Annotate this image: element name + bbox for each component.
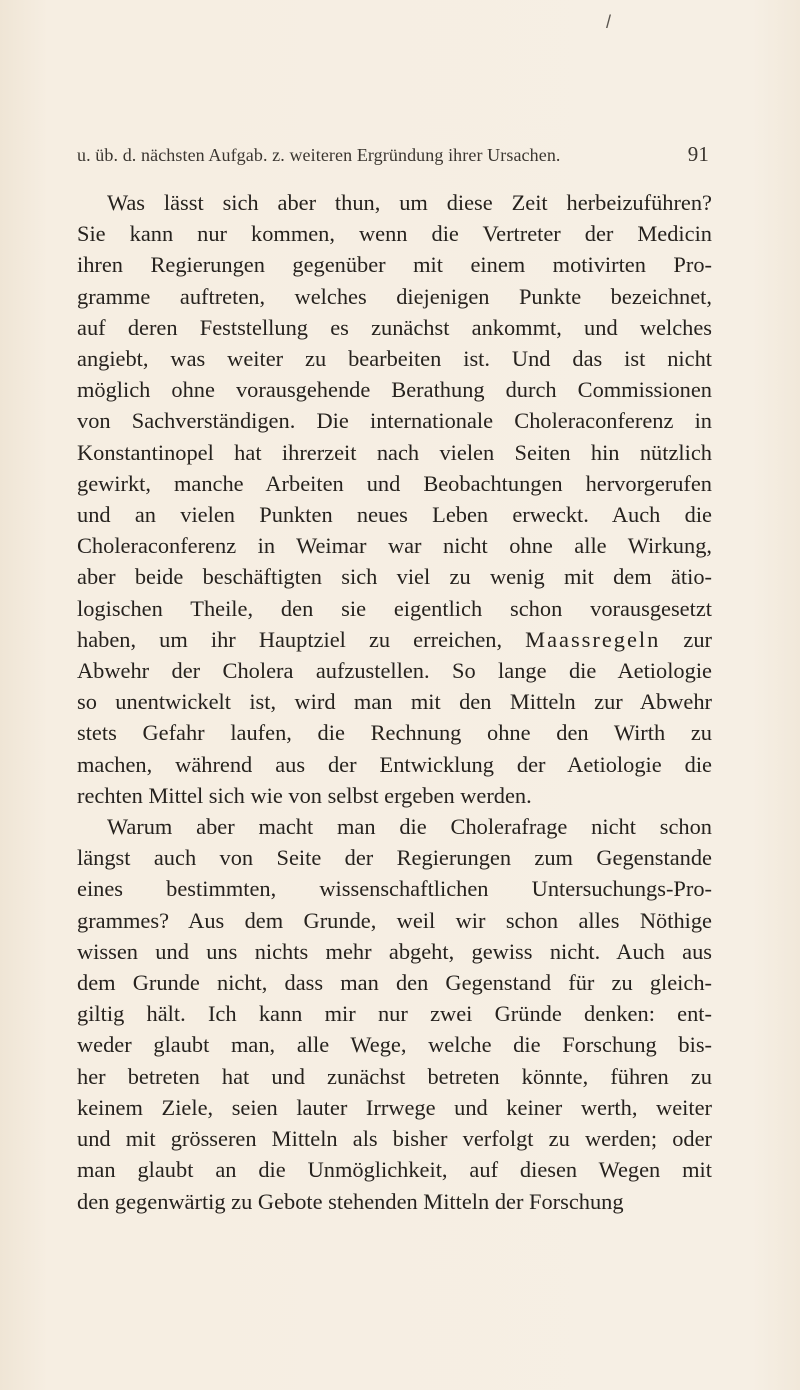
text-line: Abwehr der Cholera aufzustellen. So lange die Aetiologie [77,658,712,684]
text-line: Konstantinopel hat ihrerzeit nach vielen Seiten hin nützlich [77,439,712,465]
text-line-with-emphasis [77,624,712,655]
text-segment: haben, um ihr Hauptziel zu erreichen, [77,626,503,652]
text-line: den gegenwärtig zu Gebote stehenden Mitteln der Forschung [77,1188,624,1214]
text-line: angiebt, was weiter zu bearbeiten ist. Und das ist nicht [77,346,712,372]
text-line: her betreten hat und zunächst betreten könnte, führen zu [77,1063,712,1089]
text-line: dem Grunde nicht, dass man den Gegenstand für zu gleich- [77,970,712,996]
text-line: und an vielen Punkten neues Leben erweckt. Auch die [77,502,712,528]
text-line: weder glaubt man, alle Wege, welche die Forschung bis- [77,1032,712,1058]
text-line: logischen Theile, den sie eigentlich schon vorausgesetzt [77,595,712,621]
text-line: Choleraconferenz in Weimar war nicht ohne alle Wirkung, [77,533,712,559]
text-line: giltig hält. Ich kann mir nur zwei Gründe denken: ent- [77,1001,712,1027]
text-line: man glaubt an die Unmöglichkeit, auf diesen Wegen mit [77,1157,712,1183]
text-line: eines bestimmten, wissenschaftlichen Untersuchungs-Pro- [77,876,712,902]
text-line: keinem Ziele, seien lauter Irrwege und keiner werth, weiter [77,1094,712,1120]
pencil-mark: / [606,12,612,32]
text-line: möglich ohne vorausgehende Berathung durch Commissionen [77,377,712,403]
running-head-title: u. üb. d. nächsten Aufgab. z. weiteren Ergründung ihrer Ursachen. [77,145,561,165]
text-line: von Sachverständigen. Die internationale Choleraconferenz in [77,408,712,434]
text-line: grammes? Aus dem Grunde, weil wir schon alles Nöthige [77,907,712,933]
text-line: auf deren Feststellung es zunächst ankommt, und welches [77,314,712,340]
body-text [77,187,712,1217]
text-line: und mit grösseren Mitteln als bisher verfolgt zu werden; oder [77,1126,712,1152]
page-number: 91 [687,142,709,166]
text-line: gewirkt, manche Arbeiten und Beobachtungen hervorgerufen [77,470,712,496]
emphasized-word: Maassregeln [525,626,661,652]
text-line: machen, während aus der Entwicklung der Aetiologie die [77,751,712,777]
text-line: stets Gefahr laufen, die Rechnung ohne den Wirth zu [77,720,712,746]
text-line: aber beide beschäftigten sich viel zu wenig mit dem ätio- [77,564,712,590]
text-line: so unentwickelt ist, wird man mit den Mitteln zur Abwehr [77,689,712,715]
text-line: Warum aber macht man die Cholerafrage nicht schon [107,814,712,840]
text-line: wissen und uns nichts mehr abgeht, gewiss nicht. Auch aus [77,938,712,964]
running-head [77,142,709,167]
text-line: Was lässt sich aber thun, um diese Zeit herbeizuführen? [107,190,712,215]
text-segment: zur [660,626,712,652]
text-line: gramme auftreten, welches diejenigen Punkte bezeichnet, [77,283,712,309]
text-line: rechten Mittel sich wie von selbst ergeben werden. [77,782,532,808]
text-line: längst auch von Seite der Regierungen zum Gegenstande [77,845,712,871]
text-line: Sie kann nur kommen, wenn die Vertreter der Medicin [77,221,712,247]
text-line: ihren Regierungen gegenüber mit einem motivirten Pro- [77,252,712,278]
